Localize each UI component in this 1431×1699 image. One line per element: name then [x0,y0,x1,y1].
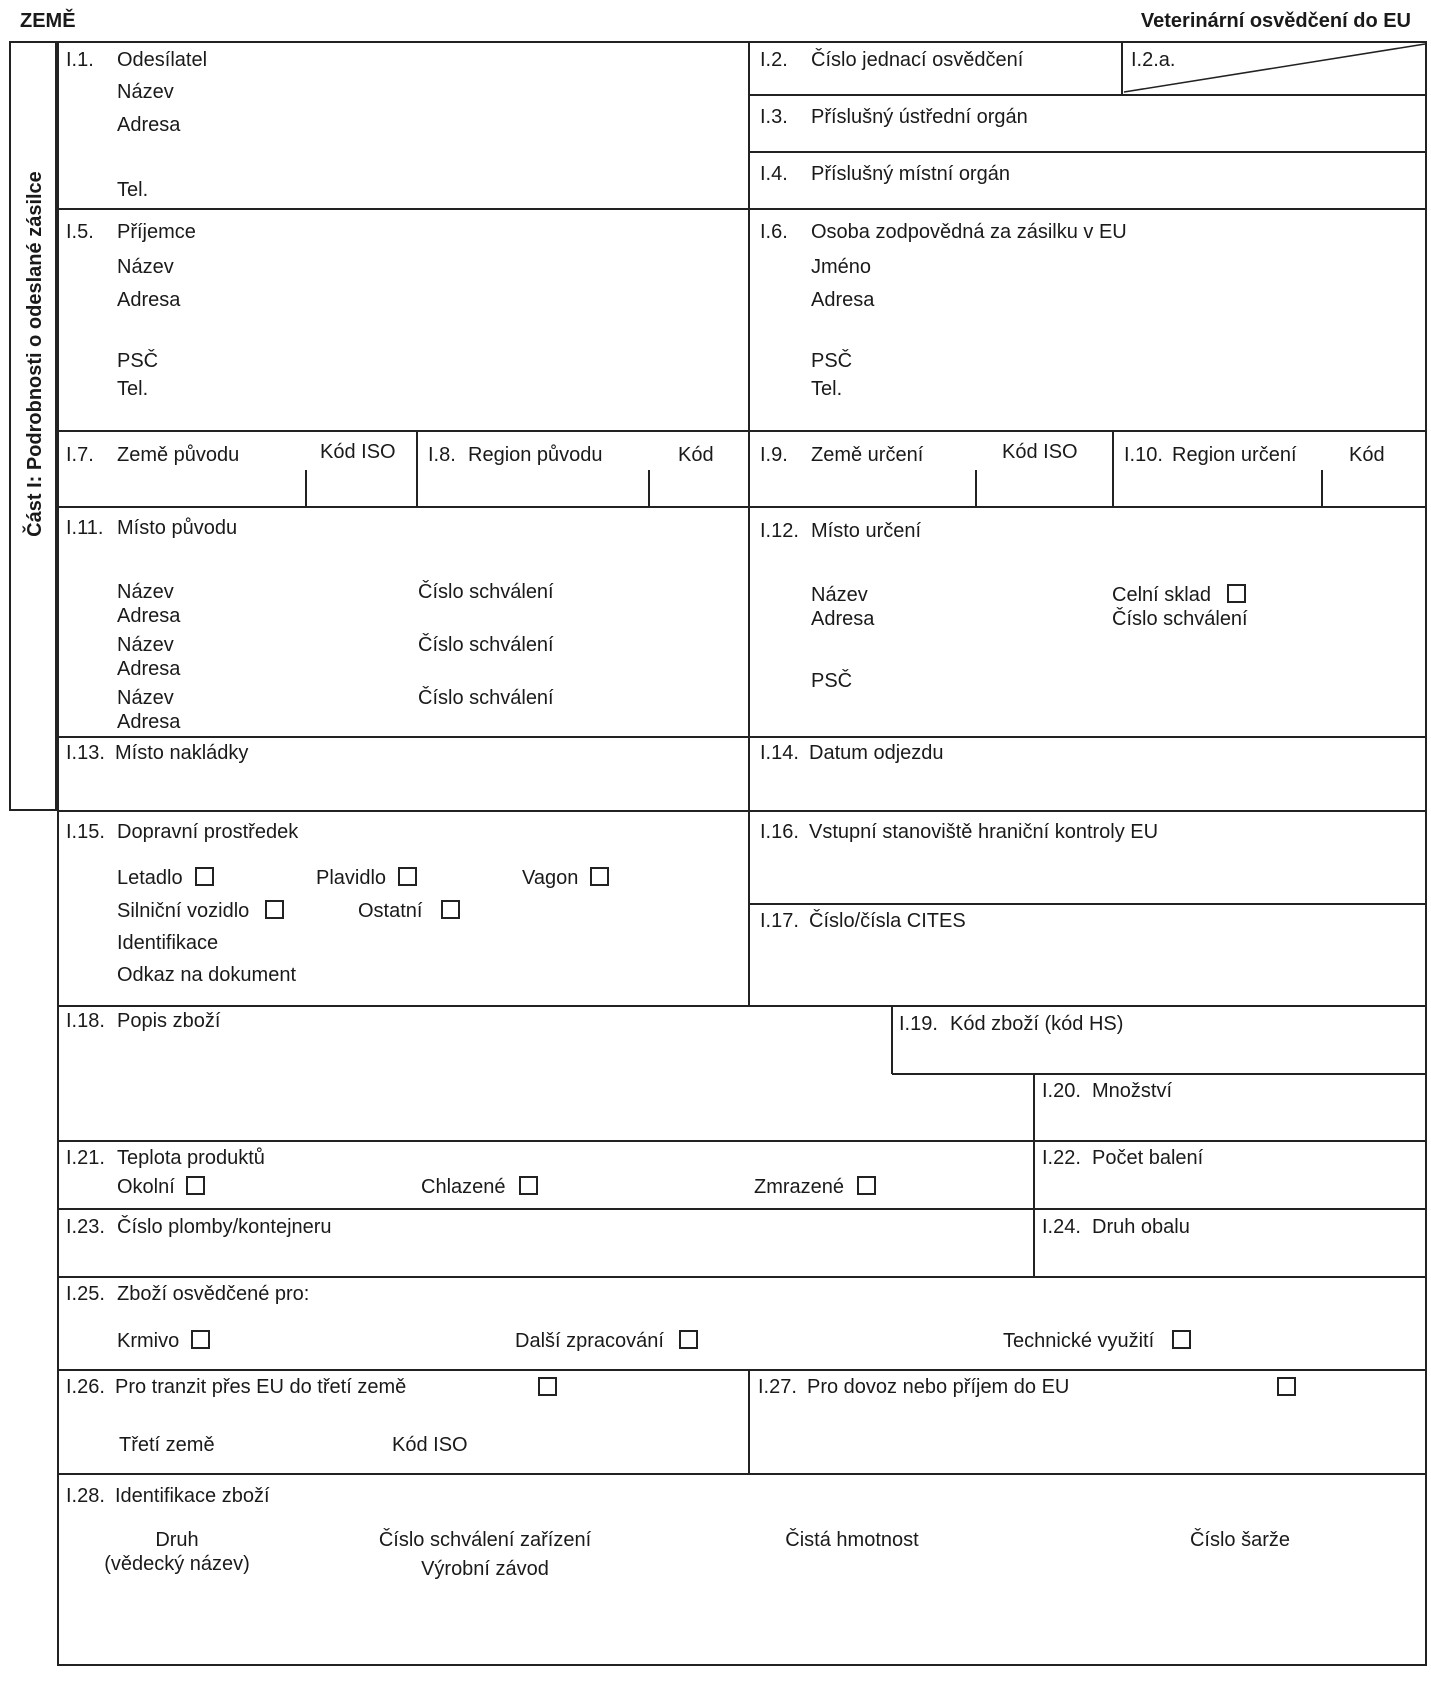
box-1-15-num: I.15. [66,821,105,843]
tick-9 [975,470,977,506]
use-processing-label: Další zpracování [515,1330,664,1352]
box-1-11-name-2[interactable]: Název [117,634,174,656]
transit-checkbox[interactable] [538,1377,557,1396]
line-under-18 [58,1140,1426,1142]
box-1-10-code[interactable]: Kód [1349,444,1385,466]
box-1-26-num: I.26. [66,1376,105,1398]
box-1-13-num: I.13. [66,742,105,764]
line-under-23 [58,1276,1426,1278]
section-label: Část I: Podrobnosti o odeslané zásilce [24,171,46,537]
box-1-24-num: I.24. [1042,1216,1081,1238]
transport-other-checkbox[interactable] [441,900,460,919]
line-under-11 [58,736,1426,738]
country-header: ZEMĚ [20,10,76,32]
box-1-9-title[interactable]: Země určení [811,444,924,466]
divider-9-10 [1112,431,1114,506]
box-1-1-title: Odesílatel [117,49,208,71]
box-1-27-title: Pro dovoz nebo příjem do EU [807,1376,1070,1398]
line-under-19 [892,1073,1426,1075]
line-under-7 [58,506,1426,508]
line-under-16 [749,903,1426,905]
transport-docref[interactable]: Odkaz na dokument [117,964,296,986]
box-1-11-name-3[interactable]: Název [117,687,174,709]
box-1-5-num: I.5. [66,221,94,243]
goods-approval: Číslo schválení zařízení [378,1529,592,1551]
use-feed-checkbox[interactable] [191,1330,210,1349]
box-1-6-tel[interactable]: Tel. [811,378,843,400]
box-1-1-name[interactable]: Název [117,81,174,103]
use-technical-label: Technické využití [1003,1330,1155,1352]
box-1-25-num: I.25. [66,1283,105,1305]
box-1-21-num: I.21. [66,1147,105,1169]
divider-right-col [1033,1074,1035,1276]
box-1-6-num: I.6. [760,221,788,243]
box-1-10-num: I.10. [1124,444,1163,466]
box-1-8-num: I.8. [428,444,456,466]
use-technical-checkbox[interactable] [1172,1330,1191,1349]
customs-warehouse-checkbox[interactable] [1227,584,1246,603]
box-1-24-title[interactable]: Druh obalu [1092,1216,1190,1238]
tick-8 [648,470,650,506]
box-1-11-name-1[interactable]: Název [117,581,174,603]
box-1-11-address-3[interactable]: Adresa [117,711,181,733]
box-1-12-num: I.12. [760,520,799,542]
box-1-3-title[interactable]: Příslušný ústřední orgán [811,106,1028,128]
certificate-title: Veterinární osvědčení do EU [1140,10,1411,32]
import-checkbox[interactable] [1277,1377,1296,1396]
box-1-18-num: I.18. [66,1010,105,1032]
box-1-6-zip[interactable]: PSČ [811,350,853,372]
box-1-16-title[interactable]: Vstupní stanoviště hraniční kontroly EU [809,821,1159,843]
temp-frozen-checkbox[interactable] [857,1176,876,1195]
divider-center [748,42,750,1006]
box-1-12-approval[interactable]: Číslo schválení [1112,608,1248,630]
box-1-14-num: I.14. [760,742,799,764]
box-1-2-num: I.2. [760,49,788,71]
box-1-16-num: I.16. [760,821,799,843]
box-1-1-tel[interactable]: Tel. [117,179,149,201]
box-1-11-num: I.11. [66,517,104,539]
box-1-11-approval-2[interactable]: Číslo schválení [418,634,554,656]
temp-chilled-checkbox[interactable] [519,1176,538,1195]
line-under-1 [58,208,1426,210]
divider-26-27 [748,1370,750,1474]
line-under-21 [58,1208,1426,1210]
box-1-2-title[interactable]: Číslo jednací osvědčení [811,49,1024,71]
form-frame [57,41,1427,1666]
temp-ambient-checkbox[interactable] [186,1176,205,1195]
line-under-25 [58,1369,1426,1371]
goods-species-sci: (vědecký název) [104,1553,250,1575]
line-under-2 [749,94,1426,96]
box-1-5-name[interactable]: Název [117,256,174,278]
box-1-26-title: Pro tranzit přes EU do třetí země [115,1376,407,1398]
goods-plant: Výrobní závod [421,1558,549,1580]
transport-ident[interactable]: Identifikace [117,932,219,954]
goods-net-weight: Čistá hmotnost [785,1529,919,1551]
box-1-8-title[interactable]: Region původu [468,444,603,466]
temp-chilled-label: Chlazené [421,1176,506,1198]
box-1-12-address[interactable]: Adresa [811,608,875,630]
box-1-22-num: I.22. [1042,1147,1081,1169]
box-1-28-num: I.28. [66,1485,105,1507]
box-1-6-name[interactable]: Jméno [811,256,872,278]
transport-ship-checkbox[interactable] [398,867,417,886]
box-1-14-title[interactable]: Datum odjezdu [809,742,944,764]
box-1-1-num: I.1. [66,49,94,71]
box-1-12-zip[interactable]: PSČ [811,670,853,692]
transport-road-label: Silniční vozidlo [117,900,250,922]
box-1-21-title: Teplota produktů [117,1147,265,1169]
divider-7-8 [416,431,418,506]
line-under-5 [58,430,1426,432]
divider-18-19 [891,1006,893,1074]
tick-10 [1321,470,1323,506]
use-processing-checkbox[interactable] [679,1330,698,1349]
box-1-19-title[interactable]: Kód zboží (kód HS) [950,1013,1124,1035]
box-1-23-num: I.23. [66,1216,105,1238]
transport-wagon-checkbox[interactable] [590,867,609,886]
transport-road-checkbox[interactable] [265,900,284,919]
transport-plane-checkbox[interactable] [195,867,214,886]
line-under-15 [58,1005,1426,1007]
box-1-15-title: Dopravní prostředek [117,821,299,843]
box-1-17-title[interactable]: Číslo/čísla CITES [809,910,966,932]
transport-plane-label: Letadlo [117,867,183,889]
box-1-6-address[interactable]: Adresa [811,289,875,311]
box-1-27-num: I.27. [758,1376,797,1398]
box-1-26-iso[interactable]: Kód ISO [392,1434,468,1456]
box-1-23-title[interactable]: Číslo plomby/kontejneru [117,1216,332,1238]
box-1-20-num: I.20. [1042,1080,1081,1102]
line-under-13 [58,810,1426,812]
box-1-4-title[interactable]: Příslušný místní orgán [811,163,1010,185]
box-1-28-title: Identifikace zboží [115,1485,270,1507]
box-1-6-title: Osoba zodpovědná za zásilku v EU [811,221,1127,243]
box-1-12-name[interactable]: Název [811,584,868,606]
box-1-1-address[interactable]: Adresa [117,114,181,136]
box-1-11-title: Místo původu [117,517,238,539]
box-1-13-title[interactable]: Místo nakládky [115,742,249,764]
box-1-4-num: I.4. [760,163,788,185]
box-1-11-address-2[interactable]: Adresa [117,658,181,680]
box-1-5-title: Příjemce [117,221,196,243]
box-1-25-title: Zboží osvědčené pro: [117,1283,310,1305]
box-1-11-address-1[interactable]: Adresa [117,605,181,627]
box-1-5-address[interactable]: Adresa [117,289,181,311]
box-1-7-title[interactable]: Země původu [117,444,240,466]
goods-species: Druh [155,1529,199,1551]
transport-other-label: Ostatní [358,900,423,922]
box-1-11-approval-3[interactable]: Číslo schválení [418,687,554,709]
box-1-2a-num[interactable]: I.2.a. [1131,49,1176,71]
line-under-26 [58,1473,1426,1475]
box-1-9-code[interactable]: Kód ISO [1002,441,1078,463]
box-1-7-num: I.7. [66,444,94,466]
temp-ambient-label: Okolní [117,1176,175,1198]
box-1-10-title[interactable]: Region určení [1172,444,1297,466]
line-under-3 [749,151,1426,153]
tick-7 [305,470,307,506]
transport-wagon-label: Vagon [522,867,579,889]
box-1-17-num: I.17. [760,910,799,932]
box-1-20-title[interactable]: Množství [1092,1080,1173,1102]
transport-ship-label: Plavidlo [316,867,387,889]
box-1-8-code[interactable]: Kód [678,444,714,466]
box-1-7-code[interactable]: Kód ISO [320,441,396,463]
temp-frozen-label: Zmrazené [754,1176,845,1198]
box-1-5-tel[interactable]: Tel. [117,378,149,400]
box-1-9-num: I.9. [760,444,788,466]
box-1-22-title[interactable]: Počet balení [1092,1147,1204,1169]
box-1-11-approval-1[interactable]: Číslo schválení [418,581,554,603]
box-1-18-title[interactable]: Popis zboží [117,1010,221,1032]
box-1-3-num: I.3. [760,106,788,128]
box-1-5-zip[interactable]: PSČ [117,350,159,372]
box-1-19-num: I.19. [899,1013,938,1035]
box-1-12-title: Místo určení [811,520,922,542]
goods-batch: Číslo šarže [1189,1529,1291,1551]
box-1-26-third-country[interactable]: Třetí země [119,1434,215,1456]
box-1-12-customs-label: Celní sklad [1112,584,1211,606]
use-feed-label: Krmivo [117,1330,180,1352]
